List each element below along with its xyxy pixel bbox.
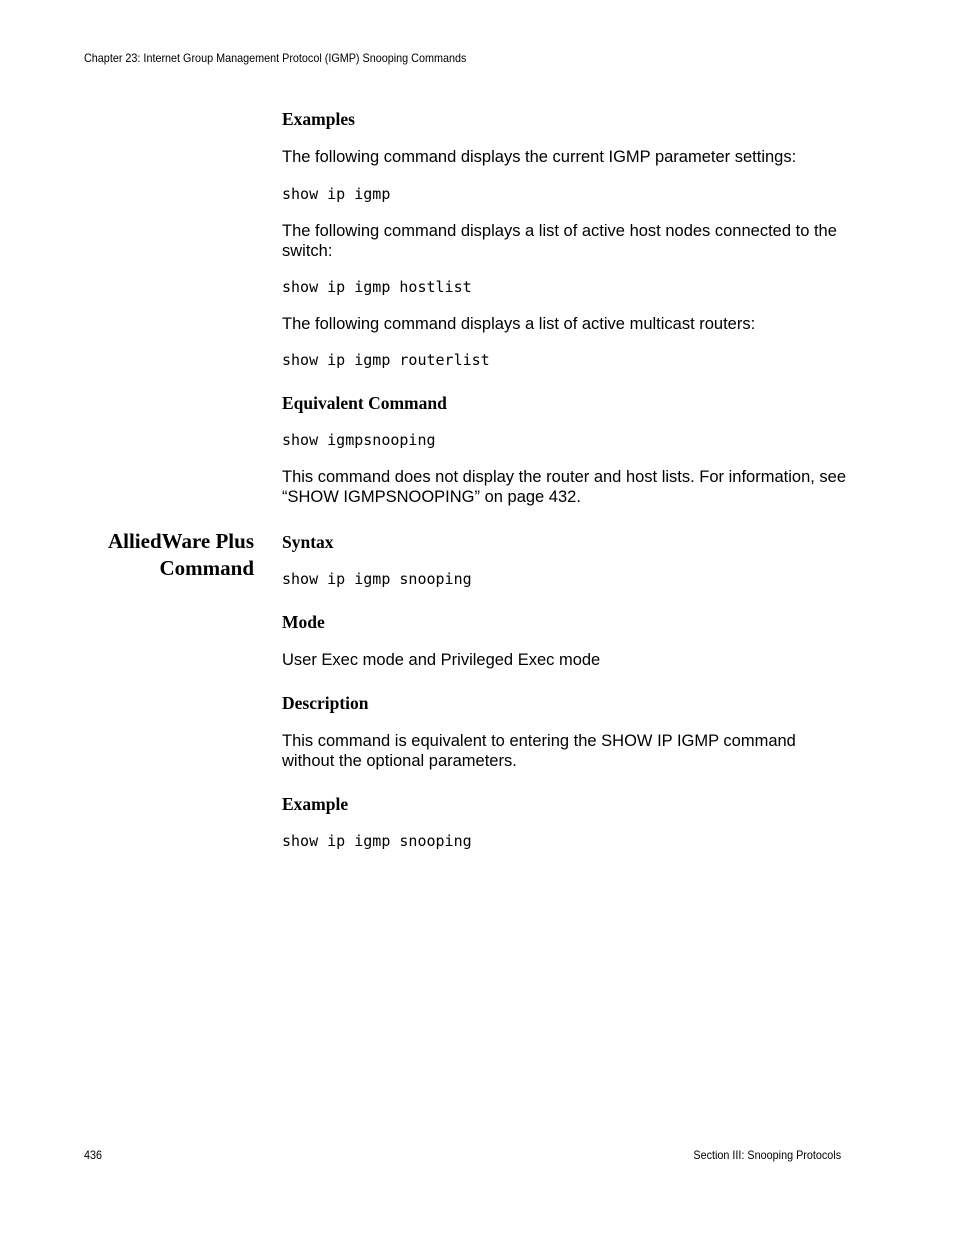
mode-text: User Exec mode and Privileged Exec mode <box>282 651 601 669</box>
syntax-command: show ip igmp snooping <box>282 570 472 588</box>
example-heading: Example <box>282 794 349 814</box>
running-header: Chapter 23: Internet Group Management Protocol (IGMP) Snooping Commands <box>84 51 467 65</box>
syntax-heading: Syntax <box>282 532 334 552</box>
page-number: 436 <box>84 1148 103 1162</box>
examples-intro-1: The following command displays the current IGMP parameter settings: <box>282 148 797 166</box>
equivalent-note: This command does not display the router and host lists. For information, see “SHOW IGMPSNOOPING” on page 432. <box>282 468 847 506</box>
equivalent-command-heading: Equivalent Command <box>282 393 447 413</box>
side-heading-line-1: AlliedWare Plus <box>107 529 254 553</box>
example-command: show ip igmp snooping <box>282 832 472 850</box>
examples-heading: Examples <box>282 109 355 129</box>
command-show-ip-igmp: show ip igmp <box>282 185 391 203</box>
alliedware-plus-side-heading <box>108 528 254 582</box>
command-show-ip-igmp-hostlist: show ip igmp hostlist <box>282 278 472 296</box>
side-heading-line-2: Command <box>159 556 254 580</box>
command-show-igmpsnooping: show igmpsnooping <box>282 431 436 449</box>
examples-intro-3: The following command displays a list of active multicast routers: <box>282 315 756 333</box>
description-text: This command is equivalent to entering the SHOW IP IGMP command without the optional parameters. <box>282 732 796 770</box>
examples-intro-2: The following command displays a list of active host nodes connected to the switch: <box>282 222 837 260</box>
mode-heading: Mode <box>282 612 325 632</box>
description-heading: Description <box>282 693 369 713</box>
footer-section-title: Section III: Snooping Protocols <box>693 1148 841 1162</box>
command-show-ip-igmp-routerlist: show ip igmp routerlist <box>282 351 490 369</box>
